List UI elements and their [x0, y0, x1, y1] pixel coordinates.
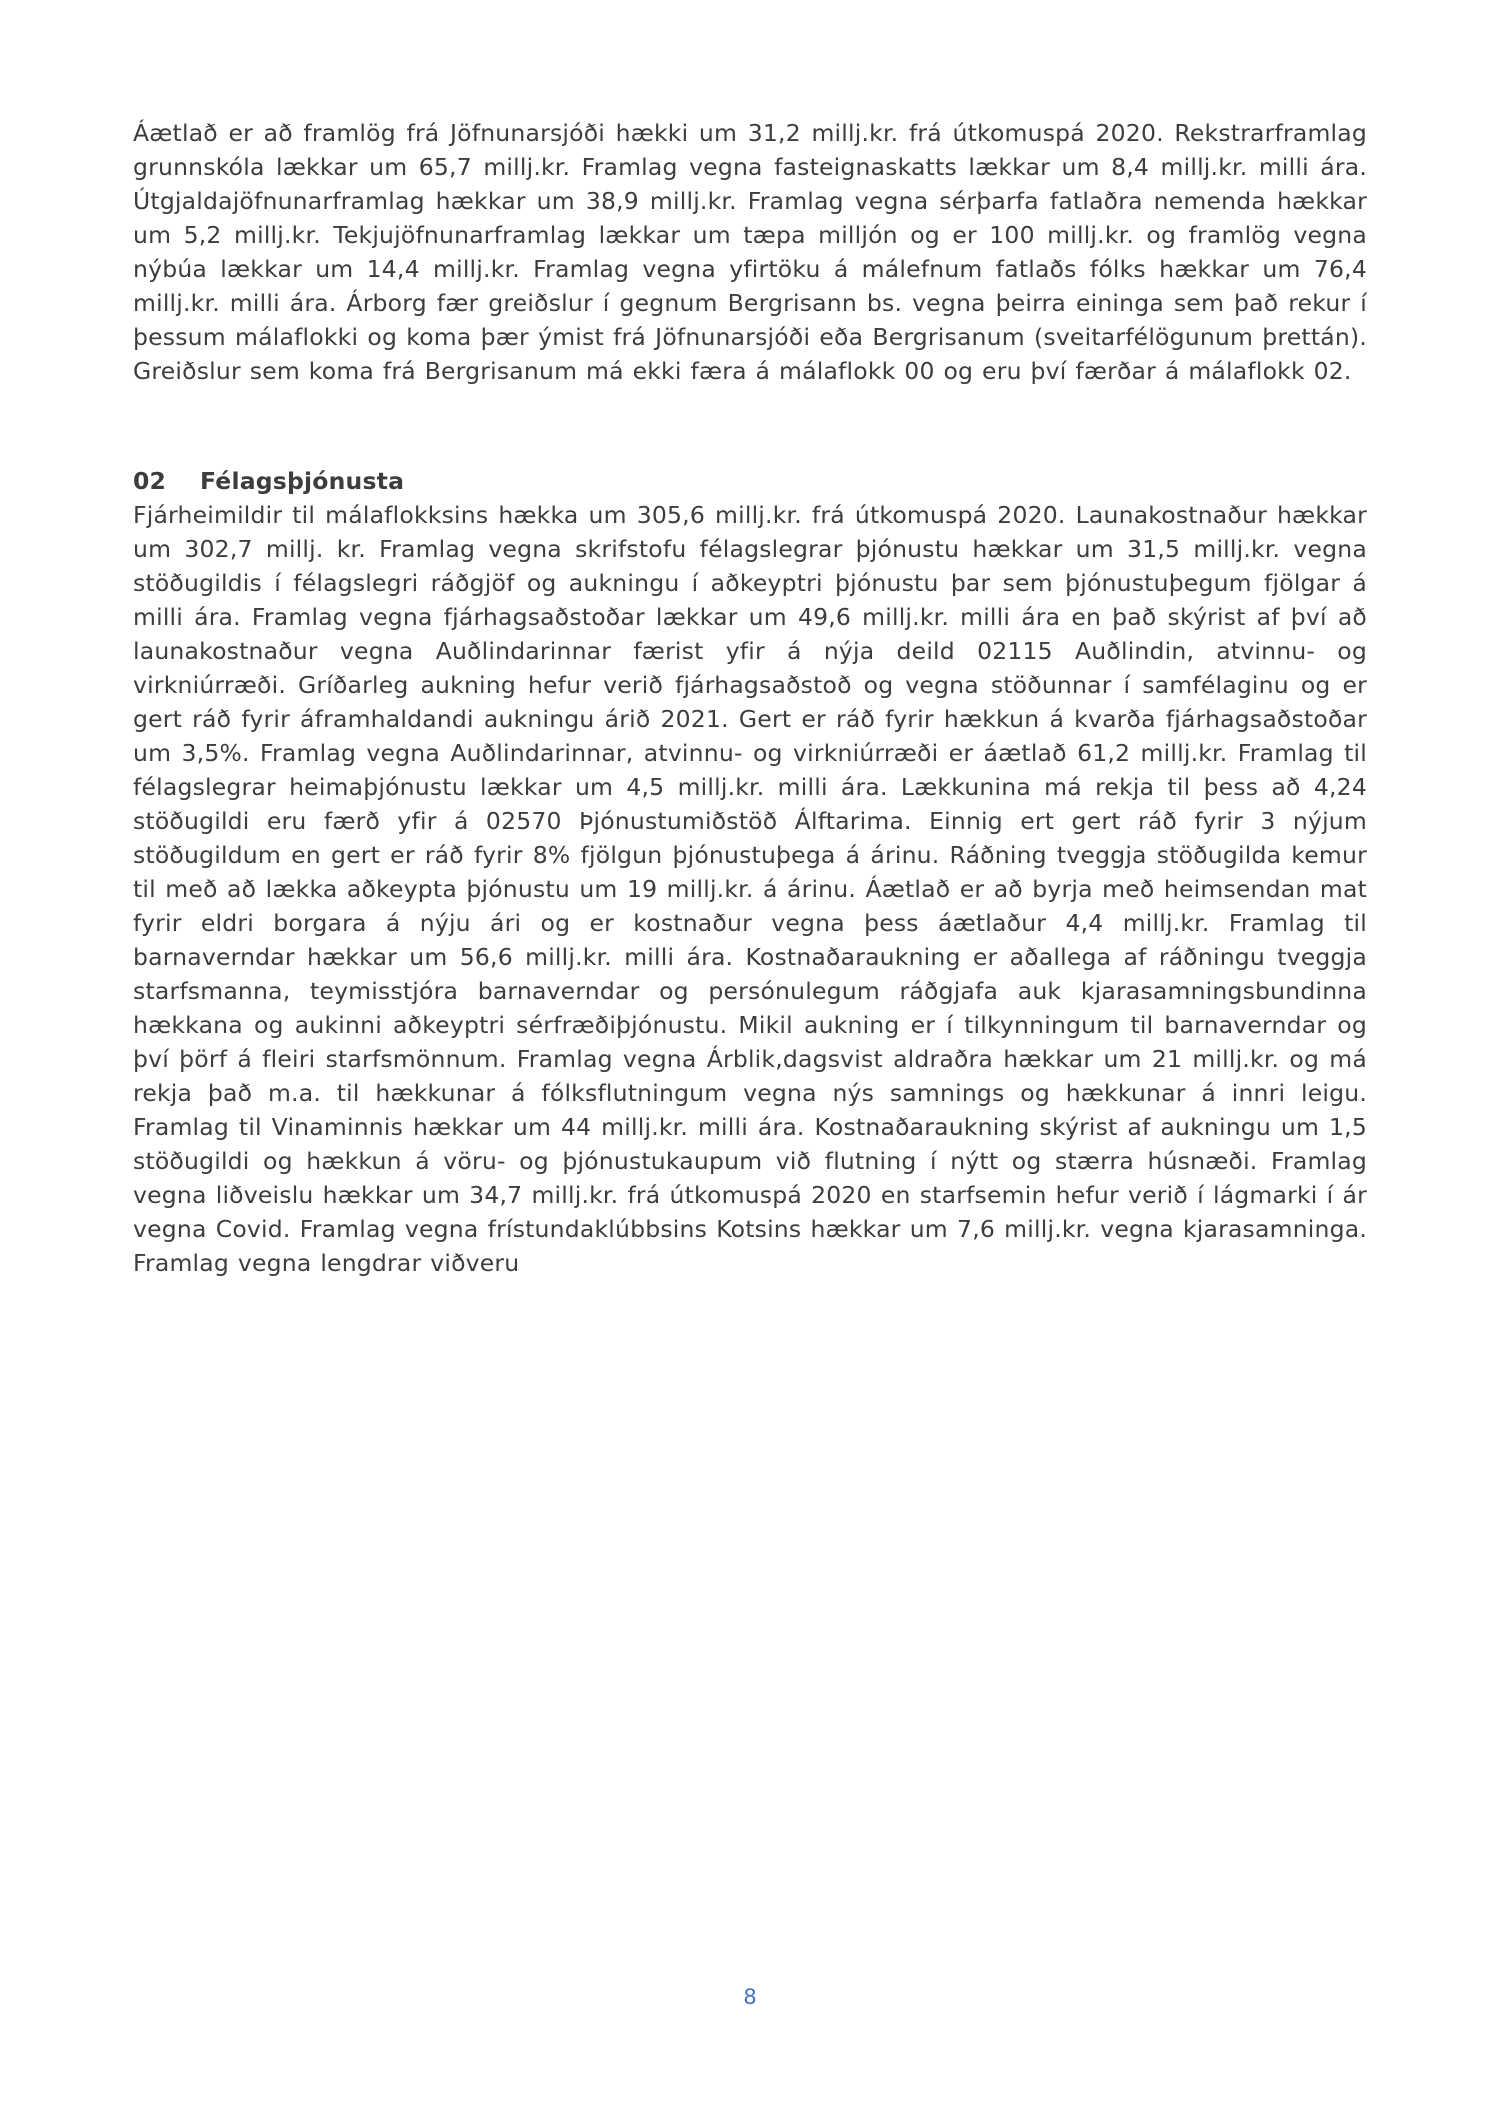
page-footer — [0, 1984, 1500, 2010]
section-heading-title: Félagsþjónusta — [200, 467, 405, 495]
paragraph-jofnunarsjodur: Áætlað er að framlög frá Jöfnunarsjóði hækki um 31,2 millj.kr. frá útkomuspá 2020. Rekstrarframlag grunnskóla lækkar um 65,7 millj.kr. Framlag vegna fasteignaskatts lækkar um 8,4 millj.kr. milli ára. Útgjaldajöfnunarframlag hækkar um 38,9 millj.kr. Framlag vegna sérþarfa fatlaðra nemenda hækkar um 5,2 millj.kr. Tekjujöfnunarframlag lækkar um tæpa milljón og er 100 millj.kr. og framlög vegna nýbúa lækkar um 14,4 millj.kr. Framlag vegna yfirtöku á málefnum fatlaðs fólks hækkar um 76,4 millj.kr. milli ára. Árborg fær greiðslur í gegnum Bergrisann bs. vegna þeirra eininga sem það rekur í þessum málaflokki og koma þær ýmist frá Jöfnunarsjóði eða Bergrisanum (sveitarfélögunum þrettán). Greiðslur sem koma frá Bergrisanum má ekki færa á málaflokk 00 og eru því færðar á málaflokk 02. — [133, 119, 1367, 385]
section-heading-number: 02 — [133, 467, 167, 495]
page-number: 8 — [743, 1985, 757, 2009]
paragraph-felagsthjonusta: Fjárheimildir til málaflokksins hækka um 305,6 millj.kr. frá útkomuspá 2020. Launakostnaður hækkar um 302,7 millj. kr. Framlag vegna skrifstofu félagslegrar þjónustu hækkar um 31,5 millj.kr. vegna stöðugildis í félagslegri ráðgjöf og aukningu í aðkeyptri þjónustu þar sem þjónustuþegum fjölgar á milli ára. Framlag vegna fjárhagsaðstoðar lækkar um 49,6 millj.kr. milli ára en það skýrist af því að launakostnaður vegna Auðlindarinnar færist yfir á nýja deild 02115 Auðlindin, atvinnu- og virkniúrræði. Gríðarleg aukning hefur verið fjárhagsaðstoð og vegna stöðunnar í samfélaginu og er gert ráð fyrir áframhaldandi aukningu árið 2021. Gert er ráð fyrir hækkun á kvarða fjárhagsaðstoðar um 3,5%. Framlag vegna Auðlindarinnar, atvinnu- og virkniúrræði er áætlað 61,2 millj.kr. Framlag til félagslegrar heimaþjónustu lækkar um 4,5 millj.kr. milli ára. Lækkunina má rekja til þess að 4,24 stöðugildi eru færð yfir á 02570 Þjónustumiðstöð Álftarima. Einnig ert gert ráð fyrir 3 nýjum stöðugildum en gert er ráð fyrir 8% fjölgun þjónustuþega á árinu. Ráðning tveggja stöðugilda kemur til með að lækka aðkeypta þjónustu um 19 millj.kr. á árinu. Áætlað er að byrja með heimsendan mat fyrir eldri borgara á nýju ári og er kostnaður vegna þess áætlaður 4,4 millj.kr. Framlag til barnaverndar hækkar um 56,6 millj.kr. milli ára. Kostnaðaraukning er aðallega af ráðningu tveggja starfsmanna, teymisstjóra barnaverndar og persónulegum ráðgjafa auk kjarasamningsbundinna hækkana og aukinni aðkeyptri sérfræðiþjónustu. Mikil aukning er í tilkynningum til barnaverndar og því þörf á fleiri starfsmönnum. Framlag vegna Árblik,dagsvist aldraðra hækkar um 21 millj.kr. og má rekja það m.a. til hækkunar á fólksflutningum vegna nýs samnings og hækkunar á innri leigu. Framlag til Vinaminnis hækkar um 44 millj.kr. milli ára. Kostnaðaraukning skýrist af aukningu um 1,5 stöðugildi og hækkun á vöru- og þjónustukaupum við flutning í nýtt og stærra húsnæði. Framlag vegna liðveislu hækkar um 34,7 millj.kr. frá útkomuspá 2020 en starfsemin hefur verið í lágmarki í ár vegna Covid. Framlag vegna frístundaklúbbsins Kotsins hækkar um 7,6 millj.kr. vegna kjarasamninga. Framlag vegna lengdrar viðveru — [133, 501, 1367, 1277]
section-heading — [133, 464, 1367, 498]
